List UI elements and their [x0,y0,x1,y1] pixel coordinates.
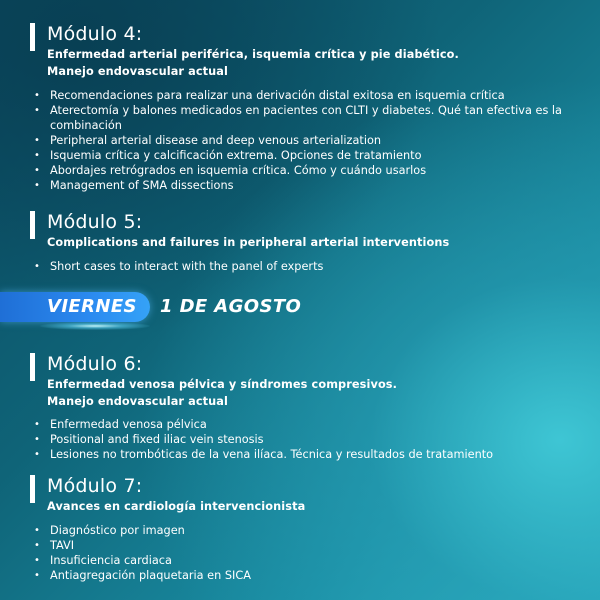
list-item [34,133,570,148]
module-7-accent-bar [30,475,35,503]
module-4-topic-6: Management of SMA dissections [50,179,234,192]
list-item [34,538,570,553]
list-item [34,432,570,447]
glow-decoration [40,322,150,330]
bullet-icon: • [34,261,40,272]
module-4-title: Módulo 4: [47,23,143,45]
list-item [34,88,570,103]
module-4-header [30,22,570,80]
module-6-header [30,352,570,410]
bullet-icon: • [34,105,40,116]
module-4-accent-bar [30,23,35,51]
list-item [34,417,570,432]
list-item [34,553,570,568]
module-7-topic-list [34,523,570,583]
list-item [34,523,570,538]
module-4-subtitle-line-2: Manejo endovascular actual [47,65,228,78]
module-5-subtitle-line-1: Complications and failures in peripheral arterial interventions [47,236,450,249]
bullet-icon: • [34,525,40,536]
module-7-topic-1: Diagnóstico por imagen [50,524,185,537]
bullet-icon: • [34,165,40,176]
module-6-topic-1: Enfermedad venosa pélvica [50,418,207,431]
bullet-icon: • [34,180,40,191]
module-7-header [30,474,570,515]
list-item [34,447,570,462]
list-item [34,568,570,583]
module-7-topic-4: Antiagregación plaquetaria en SICA [50,569,251,582]
module-7-subtitle-line-1: Avances en cardiología intervencionista [47,500,306,513]
module-5-header [30,210,570,251]
module-5-topic-list [34,259,570,274]
bullet-icon: • [34,555,40,566]
bullet-icon: • [34,135,40,146]
day-banner [0,292,600,332]
module-4-topic-2: Aterectomía y balones medicados en pacientes con CLTI y diabetes. Qué tan efectiva es la combinación [50,104,562,132]
module-6-subtitle-line-1: Enfermedad venosa pélvica y síndromes compresivos. [47,378,398,391]
bullet-icon: • [34,449,40,460]
module-7-topic-3: Insuficiencia cardiaca [50,554,172,567]
module-4-topic-5: Abordajes retrógrados en isquemia crítica. Cómo y cuándo usarlos [50,164,427,177]
module-5-accent-bar [30,211,35,239]
module-4 [30,22,570,192]
module-4-topic-1: Recomendaciones para realizar una derivación distal exitosa en isquemia crítica [50,89,505,102]
bullet-icon: • [34,434,40,445]
module-4-topic-4: Isquemia crítica y calcificación extrema. Opciones de tratamiento [50,149,422,162]
module-6 [30,352,570,461]
module-6-title: Módulo 6: [47,353,143,375]
module-7-topic-2: TAVI [50,539,75,552]
module-4-topic-3: Peripheral arterial disease and deep venous arterialization [50,134,382,147]
module-6-accent-bar [30,353,35,381]
list-item [34,148,570,163]
list-item [34,259,570,274]
date-label: 1 DE AGOSTO [160,296,302,317]
bullet-icon: • [34,540,40,551]
bullet-icon: • [34,90,40,101]
day-label: VIERNES [47,296,137,317]
list-item [34,103,570,133]
module-6-subtitle-line-2: Manejo endovascular actual [47,395,228,408]
module-7 [30,474,570,582]
module-6-topic-2: Positional and fixed iliac vein stenosis [50,433,264,446]
bullet-icon: • [34,570,40,581]
module-6-topic-3: Lesiones no trombóticas de la vena ilíaca. Técnica y resultados de tratamiento [50,448,494,461]
module-5-title: Módulo 5: [47,211,143,233]
bullet-icon: • [34,419,40,430]
module-6-topic-list [34,417,570,462]
list-item [34,163,570,178]
bullet-icon: • [34,150,40,161]
module-5-topic-1: Short cases to interact with the panel of experts [50,260,324,273]
module-7-title: Módulo 7: [47,475,143,497]
module-5 [30,210,570,273]
list-item [34,178,570,193]
module-4-topic-list [34,88,570,193]
module-4-subtitle-line-1: Enfermedad arterial periférica, isquemia crítica y pie diabético. [47,48,459,61]
